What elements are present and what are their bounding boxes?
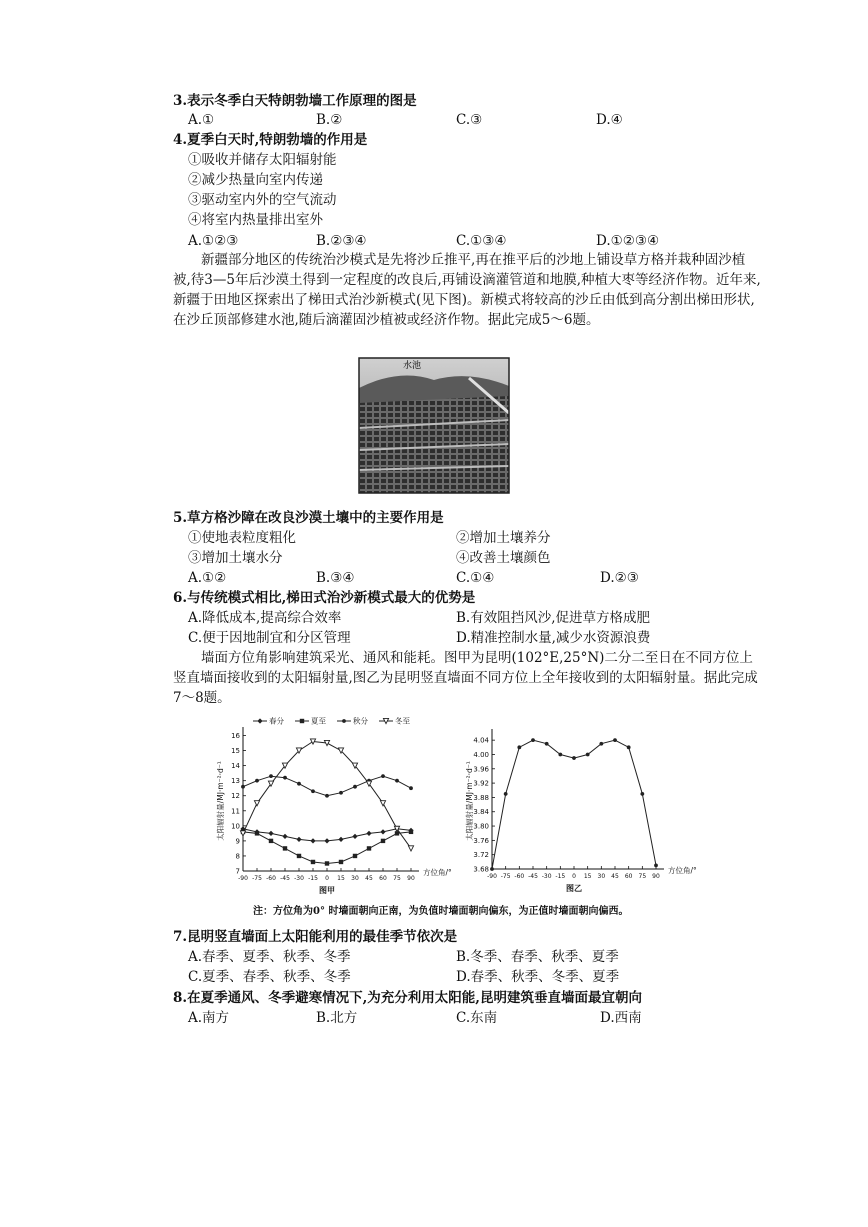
x-tick-label: 60 [379, 875, 387, 882]
data-point [353, 785, 357, 789]
x-tick-label: -60 [514, 873, 525, 880]
x-tick-label: 75 [638, 873, 647, 880]
q5-option-a[interactable]: A.①② [188, 570, 227, 586]
data-point [381, 839, 385, 843]
data-point [324, 838, 329, 843]
photo-label-pool: 水池 [403, 361, 422, 371]
legend-label: 冬至 [395, 716, 410, 726]
data-point [269, 774, 273, 778]
q5-option-c[interactable]: C.①④ [456, 570, 495, 586]
series-line [243, 832, 411, 864]
data-point [640, 792, 644, 796]
x-tick-label: -30 [541, 873, 552, 880]
legend-marker [257, 718, 262, 723]
data-point [297, 782, 301, 786]
data-point [380, 801, 385, 806]
q5-item-4: ④改善土壤颜色 [456, 550, 551, 566]
data-point [283, 846, 287, 850]
x-tick-label: 30 [597, 873, 606, 880]
data-point [531, 738, 535, 742]
q4-item-1: ①吸收并储存太阳辐射能 [188, 152, 337, 168]
x-tick-label: -45 [280, 875, 290, 882]
q3-option-b[interactable]: B.② [316, 112, 343, 128]
data-point [268, 831, 273, 836]
x-tick-label: 15 [583, 873, 592, 880]
y-tick-label: 3.72 [473, 851, 489, 860]
q5-item-2: ②增加土壤养分 [456, 530, 551, 546]
data-point [339, 791, 343, 795]
q6-option-d[interactable]: D.精准控制水量,减少水资源浪费 [456, 630, 651, 646]
data-point [255, 779, 259, 783]
data-point [338, 837, 343, 842]
y-tick-label: 13 [231, 777, 240, 786]
q4-option-b[interactable]: B.②③④ [316, 233, 367, 249]
q4-item-2: ②减少热量向室内传递 [188, 172, 323, 188]
chart-b [448, 725, 718, 903]
q3-option-d[interactable]: D.④ [596, 112, 623, 128]
data-point [254, 801, 259, 806]
data-point [269, 839, 273, 843]
y-tick-label: 3.84 [473, 808, 489, 817]
q6-option-b[interactable]: B.有效阻挡风沙,促进草方格成肥 [456, 610, 651, 626]
q4-item-3: ③驱动室内外的空气流动 [188, 192, 337, 208]
data-point [339, 860, 343, 864]
y-tick-label: 10 [231, 822, 240, 831]
q3-option-c[interactable]: C.③ [456, 112, 483, 128]
y-tick-label: 12 [231, 792, 240, 801]
y-tick-label: 3.68 [473, 865, 489, 874]
question-7-stem: 7.昆明竖直墙面上太阳能利用的最佳季节依次是 [173, 929, 458, 945]
data-point [613, 738, 617, 742]
x-tick-label: 0 [572, 873, 576, 880]
legend-marker [342, 719, 346, 723]
x-tick-label: 30 [351, 875, 359, 882]
q7-option-b[interactable]: B.冬季、春季、秋季、夏季 [456, 949, 619, 965]
q8-option-a[interactable]: A.南方 [188, 1010, 230, 1026]
data-point [627, 745, 631, 749]
y-axis-label: 太阳辐射量/MJ·m⁻²·d⁻¹ [465, 761, 474, 841]
data-point [352, 834, 357, 839]
chart-title: 图甲 [319, 886, 335, 895]
legend-label: 夏至 [311, 716, 326, 726]
x-tick-label: -45 [528, 873, 538, 880]
question-3-stem: 3.表示冬季白天特朗勃墙工作原理的图是 [173, 93, 417, 109]
x-tick-label: -90 [487, 873, 497, 880]
passage-kunming-radiation: 墙面方位角影响建筑采光、通风和能耗。图甲为昆明(102°E,25°N)二分二至日在不同方位上竖直墙面接收到的太阳辐射量,图乙为昆明竖直墙面不同方位上全年接收到的太阳辐射量。据此完成7～8题。 [173, 650, 758, 706]
question-5-stem: 5.草方格沙障在改良沙漠土壤中的主要作用是 [173, 510, 444, 526]
q7-option-d[interactable]: D.春季、秋季、冬季、夏季 [456, 969, 620, 985]
q4-option-c[interactable]: C.①③④ [456, 233, 507, 249]
x-tick-label: -60 [266, 875, 276, 882]
x-tick-label: 90 [407, 875, 415, 882]
data-point [504, 792, 508, 796]
x-axis-label: 方位角/° [423, 868, 452, 877]
legend-marker [300, 719, 304, 723]
legend-label: 春分 [269, 716, 284, 726]
q5-option-b[interactable]: B.③④ [316, 570, 355, 586]
data-point [255, 831, 259, 835]
data-point [366, 831, 371, 836]
x-tick-label: 60 [624, 873, 633, 880]
x-tick-label: -15 [555, 873, 566, 880]
q3-option-a[interactable]: A.① [188, 112, 215, 128]
data-point [367, 846, 371, 850]
data-point [380, 829, 385, 834]
y-tick-label: 8 [235, 852, 240, 861]
x-tick-label: 0 [325, 875, 329, 882]
chart-note: 注：方位角为0° 时墙面朝向正南，为负值时墙面朝向偏东，为正值时墙面朝向偏西。 [253, 906, 629, 917]
series-line [243, 776, 411, 796]
question-8-stem: 8.在夏季通风、冬季避寒情况下,为充分利用太阳能,昆明建筑垂直墙面最宜朝向 [173, 990, 642, 1006]
x-tick-label: 90 [652, 873, 660, 880]
legend-label: 秋分 [353, 716, 368, 726]
data-point [395, 779, 399, 783]
y-tick-label: 7 [235, 867, 240, 876]
data-point [490, 867, 494, 871]
y-tick-label: 4.04 [473, 736, 489, 745]
q4-item-4: ④将室内热量排出室外 [188, 212, 323, 228]
y-tick-label: 14 [231, 762, 240, 771]
data-point [353, 854, 357, 858]
x-tick-label: 75 [393, 875, 401, 882]
y-tick-label: 11 [231, 807, 240, 816]
x-axis-label: 方位角/° [668, 866, 697, 875]
y-tick-label: 15 [231, 747, 240, 756]
data-point [599, 742, 603, 746]
question-6-stem: 6.与传统模式相比,梯田式治沙新模式最大的优势是 [173, 590, 476, 606]
x-tick-label: -15 [308, 875, 318, 882]
terrace-photo [359, 358, 509, 493]
data-point [282, 834, 287, 839]
q6-option-a[interactable]: A.降低成本,提高综合效率 [188, 610, 342, 626]
data-point [296, 837, 301, 842]
data-point [297, 854, 301, 858]
data-point [325, 861, 329, 865]
data-point [241, 785, 245, 789]
y-tick-label: 3.88 [473, 793, 489, 802]
q5-option-d[interactable]: D.②③ [600, 570, 639, 586]
q5-item-1: ①使地表粒度粗化 [188, 530, 296, 546]
data-point [517, 745, 521, 749]
q7-option-c[interactable]: C.夏季、春季、秋季、冬季 [188, 969, 351, 985]
y-tick-label: 3.80 [473, 822, 489, 831]
y-tick-label: 16 [231, 732, 240, 741]
x-tick-label: 45 [365, 875, 373, 882]
data-point [310, 838, 315, 843]
data-point [311, 860, 315, 864]
data-point [409, 786, 413, 790]
x-tick-label: -90 [238, 875, 248, 882]
data-point [558, 753, 562, 757]
data-point [545, 742, 549, 746]
x-tick-label: 45 [611, 873, 619, 880]
data-point [409, 830, 413, 834]
x-tick-label: 15 [337, 875, 345, 882]
data-point [654, 864, 658, 868]
q8-option-d[interactable]: D.西南 [600, 1010, 642, 1026]
data-point [586, 753, 590, 757]
chart-title: 图乙 [566, 884, 582, 893]
y-axis-label: 太阳辐射量/MJ·m⁻²·d⁻¹ [216, 761, 225, 841]
q4-option-d[interactable]: D.①②③④ [596, 233, 660, 249]
y-tick-label: 3.76 [473, 836, 489, 845]
data-point [283, 776, 287, 780]
data-point [311, 789, 315, 793]
chart-a [205, 713, 452, 903]
q7-option-a[interactable]: A.春季、夏季、秋季、冬季 [188, 949, 351, 965]
y-tick-label: 4.00 [473, 750, 489, 759]
data-point [572, 756, 576, 760]
x-tick-label: -75 [252, 875, 262, 882]
question-4-stem: 4.夏季白天时,特朗勃墙的作用是 [173, 132, 368, 148]
data-point [325, 794, 329, 798]
q4-option-a[interactable]: A.①②③ [188, 233, 239, 249]
y-tick-label: 3.92 [473, 779, 489, 788]
q8-option-b[interactable]: B.北方 [316, 1010, 358, 1026]
passage-desert-control: 新疆部分地区的传统治沙模式是先将沙丘推平,再在推平后的沙地上铺设草方格并栽种固沙植被,待3—5年后沙漠土得到一定程度的改良后,再铺设滴灌管道和地膜,种植大枣等经济作物。近年来,新疆于田地区探索出了梯田式治沙新模式(见下图)。新模式将较高的沙丘由低到高分割出梯田形状,在沙丘顶部修建水池,随后滴灌固沙植被或经济作物。据此完成5～6题。 [173, 252, 761, 328]
y-tick-label: 3.96 [473, 765, 489, 774]
q8-option-c[interactable]: C.东南 [456, 1010, 498, 1026]
x-tick-label: -30 [294, 875, 304, 882]
y-tick-label: 9 [235, 837, 240, 846]
x-tick-label: -75 [500, 873, 511, 880]
data-point [381, 774, 385, 778]
data-point [408, 846, 413, 851]
q5-item-3: ③增加土壤水分 [188, 550, 283, 566]
q6-option-c[interactable]: C.便于因地制宜和分区管理 [188, 630, 351, 646]
